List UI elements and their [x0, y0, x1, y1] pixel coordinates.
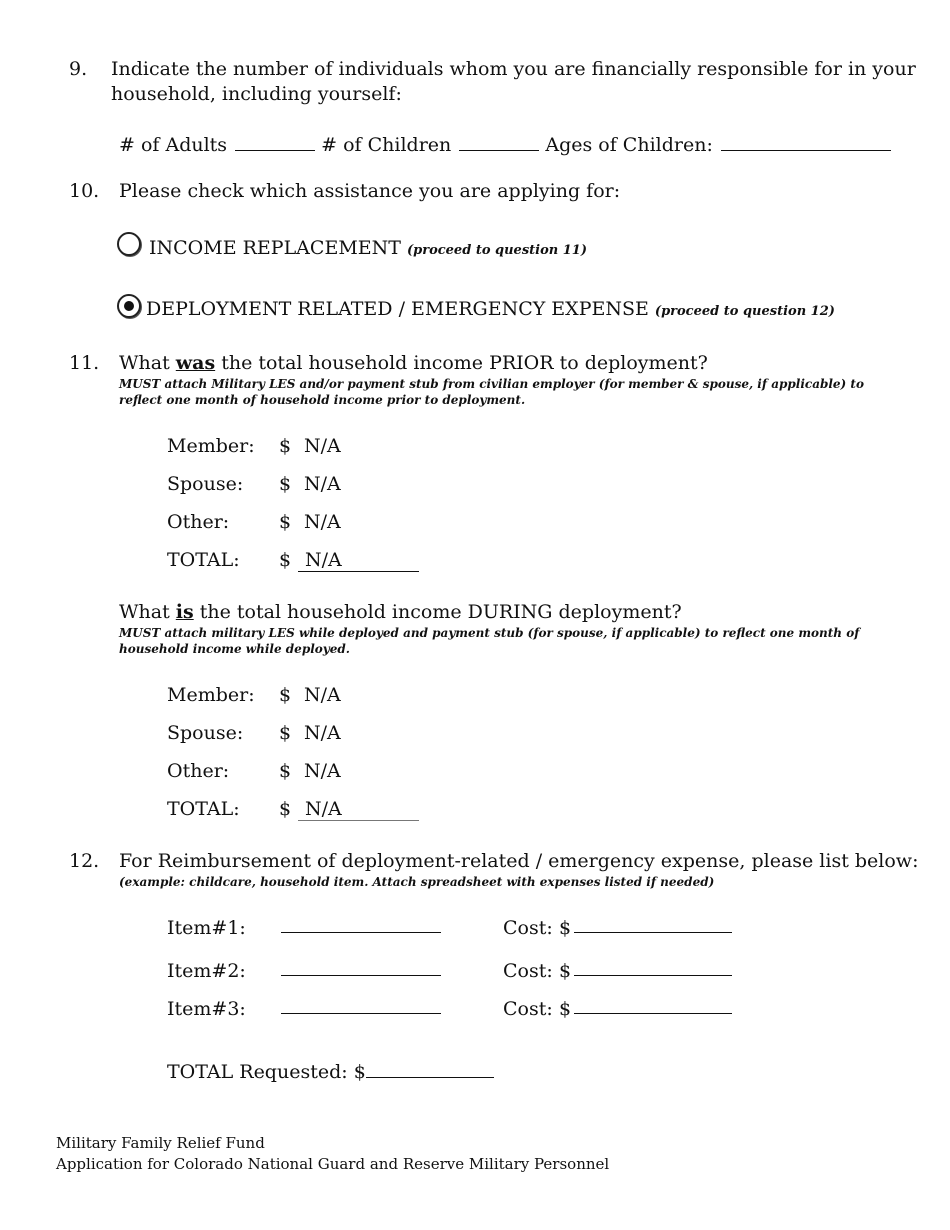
- prior-other-value[interactable]: N/A: [304, 511, 341, 533]
- item-row-1: [0, 917, 950, 943]
- during-total-currency: $: [279, 798, 292, 820]
- radio-deployment-related[interactable]: [117, 294, 141, 318]
- prior-member-label: Member:: [167, 435, 255, 457]
- item-3-label: Item#3:: [167, 998, 246, 1020]
- footer-line2: Application for Colorado National Guard and Reserve Military Personnel: [56, 1155, 610, 1173]
- prior-member-value[interactable]: N/A: [304, 435, 341, 457]
- prior-spouse-currency: $: [279, 473, 292, 495]
- q9-fields: [119, 134, 891, 156]
- during-spouse-label: Spouse:: [167, 722, 244, 744]
- ages-label: Ages of Children:: [545, 134, 713, 156]
- q11-prior-note: MUST attach Military LES and/or payment stub from civilian employer (for member & spouse, if applicable) to reflect one month of household income prior to deployment.: [119, 377, 864, 407]
- item-1-field[interactable]: [281, 917, 441, 933]
- item-3-currency: $: [559, 998, 572, 1020]
- total-requested-field[interactable]: [366, 1062, 494, 1078]
- prior-member-currency: $: [279, 435, 292, 457]
- q9-number: 9.: [69, 58, 88, 80]
- option-income-replacement: [149, 237, 587, 259]
- prior-other-label: Other:: [167, 511, 230, 533]
- prior-total-label: TOTAL:: [167, 549, 240, 571]
- prior-row-member: [0, 435, 950, 459]
- children-label: # of Children: [321, 134, 452, 156]
- during-row-spouse: [0, 722, 950, 746]
- q9-text-line1: Indicate the number of individuals whom you are financially responsible for in your: [111, 58, 916, 80]
- prior-row-other: [0, 511, 950, 535]
- during-total-label: TOTAL:: [167, 798, 240, 820]
- item-row-3: [0, 998, 950, 1024]
- q12-note: (example: childcare, household item. Attach spreadsheet with expenses listed if needed): [119, 875, 715, 889]
- total-requested: [167, 1061, 494, 1083]
- item-2-cost-field[interactable]: [574, 960, 732, 976]
- during-member-value[interactable]: N/A: [304, 684, 341, 706]
- prior-spouse-value[interactable]: N/A: [304, 473, 341, 495]
- option-income-replacement-label: INCOME REPLACEMENT: [149, 237, 401, 259]
- prior-other-currency: $: [279, 511, 292, 533]
- q11-prior-question: [119, 352, 708, 374]
- footer-line1: Military Family Relief Fund: [56, 1134, 265, 1152]
- item-1-label: Item#1:: [167, 917, 246, 939]
- during-member-label: Member:: [167, 684, 255, 706]
- option-deployment-related: [146, 298, 835, 320]
- prior-row-spouse: [0, 473, 950, 497]
- item-2-label: Item#2:: [167, 960, 246, 982]
- item-2-currency: $: [559, 960, 572, 982]
- adults-field[interactable]: [235, 135, 315, 151]
- ages-field[interactable]: [721, 135, 891, 151]
- item-3-cost-field[interactable]: [574, 998, 732, 1014]
- during-other-currency: $: [279, 760, 292, 782]
- option-income-replacement-note: (proceed to question 11): [406, 243, 587, 258]
- q11-during-post: the total household income DURING deployment?: [199, 601, 682, 623]
- prior-spouse-label: Spouse:: [167, 473, 244, 495]
- radio-selected-dot: [124, 301, 134, 311]
- radio-income-replacement[interactable]: [117, 232, 141, 256]
- q11-number: 11.: [69, 352, 100, 374]
- during-total-value[interactable]: N/A: [298, 798, 419, 821]
- adults-label: # of Adults: [119, 134, 228, 156]
- prior-total-currency: $: [279, 549, 292, 571]
- q11-during-note: MUST attach military LES while deployed and payment stub (for spouse, if applicable) to reflect one month of household income while deployed.: [119, 626, 860, 656]
- option-deployment-related-label: DEPLOYMENT RELATED / EMERGENCY EXPENSE: [146, 298, 649, 320]
- during-other-value[interactable]: N/A: [304, 760, 341, 782]
- q12-number: 12.: [69, 850, 100, 872]
- item-1-cost-field[interactable]: [574, 917, 732, 933]
- q9-text-line2: household, including yourself:: [111, 83, 402, 105]
- during-row-member: [0, 684, 950, 708]
- item-1-cost-label: Cost:: [503, 917, 553, 939]
- children-field[interactable]: [459, 135, 539, 151]
- prior-total-value[interactable]: N/A: [298, 549, 419, 572]
- q10-number: 10.: [69, 180, 100, 202]
- during-member-currency: $: [279, 684, 292, 706]
- q11-prior-emphasis: was: [175, 352, 216, 374]
- during-spouse-currency: $: [279, 722, 292, 744]
- option-deployment-related-note: (proceed to question 12): [654, 304, 835, 319]
- item-2-field[interactable]: [281, 960, 441, 976]
- item-3-field[interactable]: [281, 998, 441, 1014]
- q11-prior-pre: What: [119, 352, 170, 374]
- during-other-label: Other:: [167, 760, 230, 782]
- during-row-other: [0, 760, 950, 784]
- item-2-cost-label: Cost:: [503, 960, 553, 982]
- q11-during-question: [119, 601, 682, 623]
- item-1-currency: $: [559, 917, 572, 939]
- prior-row-total: [0, 549, 950, 575]
- item-row-2: [0, 960, 950, 986]
- q11-during-emphasis: is: [175, 601, 194, 623]
- q10-text: Please check which assistance you are applying for:: [119, 180, 621, 202]
- during-row-total: [0, 798, 950, 824]
- during-spouse-value[interactable]: N/A: [304, 722, 341, 744]
- q12-text: For Reimbursement of deployment-related / emergency expense, please list below:: [119, 850, 919, 872]
- item-3-cost-label: Cost:: [503, 998, 553, 1020]
- q11-during-pre: What: [119, 601, 170, 623]
- q11-prior-post: the total household income PRIOR to deployment?: [221, 352, 708, 374]
- total-requested-label: TOTAL Requested: $: [167, 1061, 366, 1083]
